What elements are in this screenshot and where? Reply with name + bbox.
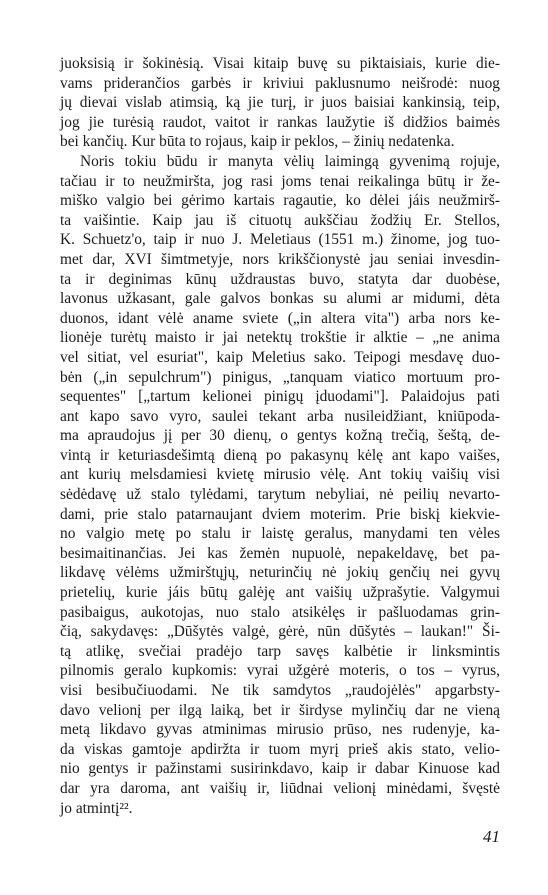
text-line: no valgio metę po stalu ir laistę geralus, manydami ten vėles [60, 525, 500, 543]
text-line: čią, sakydavęs: „Dūšytės valgė, gėrė, nūn dūšytės – laukan!" Ši- [60, 623, 500, 641]
page-number: 41 [483, 827, 500, 846]
text-line: K. Schuetz'o, taip ir nuo J. Meletiaus (1551 m.) žinome, jog tuo- [60, 231, 500, 249]
text-line: vams priderančios garbės ir kriviui paklusnumo neišrodė: nuog [60, 74, 500, 92]
text-line: ant kapo savo vyro, saulei tekant arba nusileidžiant, kniūpoda- [60, 407, 500, 425]
text-line: jų dievai vislab atimsią, ką jie turį, ir juos baisiai kankinsią, teip, [60, 94, 500, 112]
text-line: ant kurių melsdamiesi kvietę mirusio vėlę. Ant tokių vaišių visi [60, 466, 500, 484]
text-line: pilnomis geralo kupkomis: vyrai užgėrė moteris, o tos – vyrus, [60, 662, 500, 680]
text-line: met dar, XVI šimtmetyje, nors krikščionystė jau seniai invesdin- [60, 250, 500, 268]
text-line: dami, prie stalo patarnaujant dviem moterim. Prie biskį kiekvie- [60, 505, 500, 523]
text-line: pasibaigus, aukotojas, nuo stalo atsikėlęs ir pašluodamas grin- [60, 603, 500, 621]
text-line: bei kančių. Kur būta to rojaus, kaip ir peklos, – žinių nedatenka. [60, 133, 455, 151]
text-line: sequentes" [„tartum kelionei pinigų įduodami"]. Palaidojus pati [60, 388, 500, 406]
text-line: tą atlikę, svečiai pradėjo tarp savęs kalbėtie ir linksmintis [60, 642, 500, 660]
text-line: metą likdavo gyvas atminimas mirusio prūso, nes rudenyje, ka- [60, 721, 500, 739]
text-line: jog jie turėsią raudot, vaitot ir rankas laužytie iš didžios baimės [60, 113, 500, 131]
text-line: vintą ir keturiasdešimtą dieną po pakasynų kėlę ant kapo vaišes, [60, 446, 500, 464]
text-line: ta vaišintie. Kaip jau iš cituotų aukščiau žodžių Er. Stellos, [60, 211, 500, 229]
text-line: davo velionį per ilgą laiką, bet ir širdyse mylinčių dar ne vieną [60, 701, 500, 719]
text-line: likdavę vėlėms užmirštųjų, neturinčių nė jokių genčių nei gyvų [60, 564, 500, 582]
text-line: vel sitiat, vel esuriat", kaip Meletius sako. Teipogi mesdavę duo- [60, 348, 500, 366]
text-line: duonos, idant vėlė aname sviete („in altera vita") arba nors ke- [60, 309, 500, 327]
text-line: sėdėdavę už stalo tylėdami, tarytum nebyliai, nė peilių nevarto- [60, 486, 500, 504]
text-line: tačiau ir to neužmiršta, jog rasi joms tenai reikalinga būtų ir že- [60, 172, 500, 190]
text-line: jo atmintį²². [60, 799, 133, 817]
text-line: ma apraudojus jį per 30 dienų, o gentys kožną trečią, šeštą, de- [60, 427, 500, 445]
body-text [60, 54, 500, 818]
paragraph-first-line: Noris tokiu būdu ir manyta vėlių laimingą gyvenimą rojuje, [80, 152, 500, 170]
text-line: prietelių, kurie jáis būtų galėję ant vaišių užprašytie. Valgymui [60, 584, 500, 602]
text-line: visi besibučiuodami. Ne tik samdytos „raudojėlės" apgarbsty- [60, 682, 500, 699]
text-line: ta ir deginimas kūnų uždraustas buvo, statyta dar duobėse, [60, 270, 500, 288]
text-line: nio gentys ir pažinstami susirinkdavo, kaip ir dabar Kinuose kad [60, 760, 500, 778]
text-line: lavonus užkasant, gale galvos bonkas su alumi ar midumi, dėta [60, 290, 500, 308]
text-line: juoksisią ir šokinėsią. Visai kitaip buvę su piktaisiais, kurie die- [60, 55, 500, 72]
text-line: lionėje turėtų maisto ir jai netektų trokštie ir alktie – „ne anima [60, 329, 500, 347]
text-line: dar yra daroma, ant vaišių ir, liūdnai velionį minėdami, švęstė [60, 779, 500, 797]
text-line: miško valgio bei gėrimo kartais ragautie, ko dėlei jáis neužmirš- [60, 192, 500, 210]
text-line: besimaitinančias. Jei kas žemėn nupuolė, nepakeldavę, bet pa- [60, 544, 500, 562]
text-line: da viskas gamtoje apdiržta ir tuom myrį prieš akis stato, velio- [60, 740, 500, 758]
text-line: bėn („in sepulchrum") pinigus, „tanquam viatico mortuum pro- [60, 368, 500, 386]
